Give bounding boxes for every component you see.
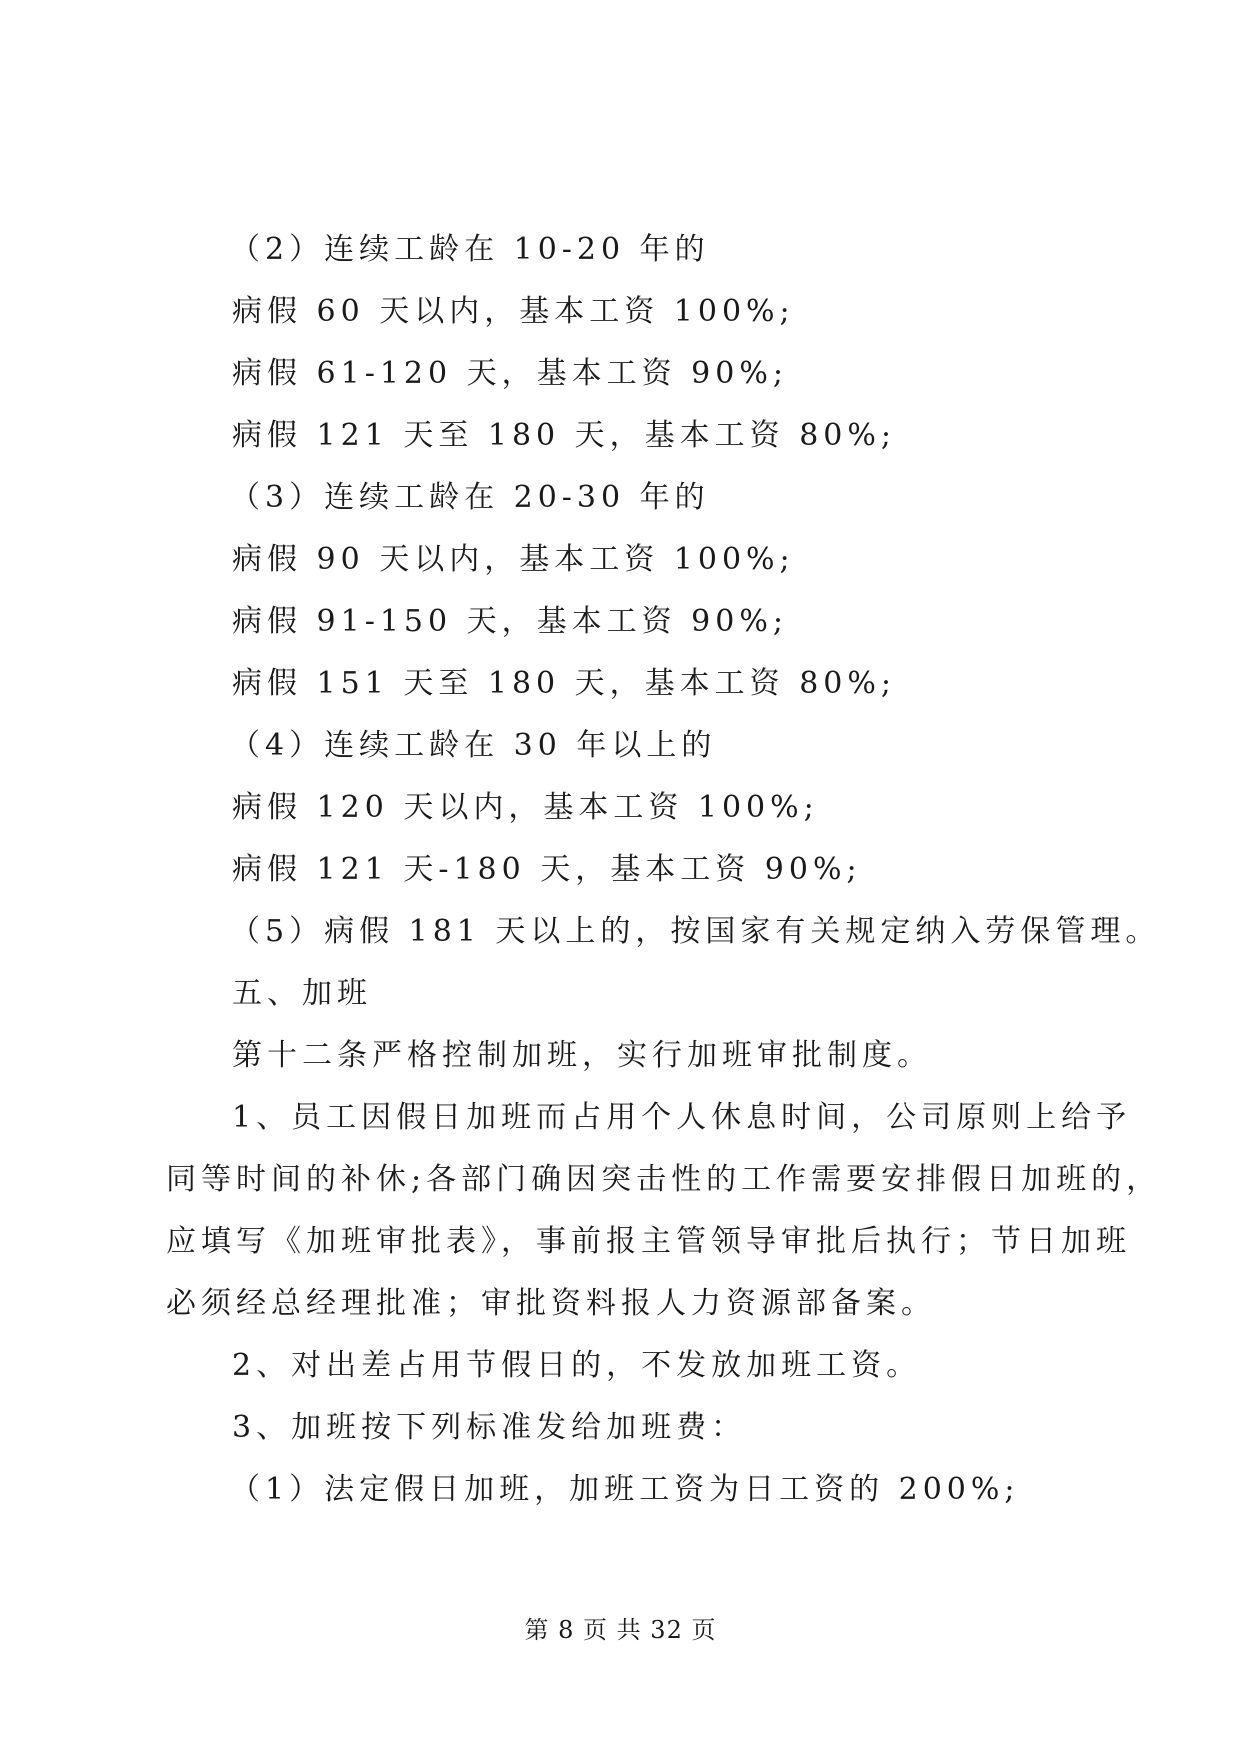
- text-line: 病假 120 天以内，基本工资 100%;: [232, 790, 819, 825]
- text-line: 病假 121 天至 180 天，基本工资 80%;: [232, 418, 896, 453]
- text-line: 第十二条严格控制加班，实行加班审批制度。: [232, 1038, 932, 1073]
- text-line: （5）病假 181 天以上的，按国家有关规定纳入劳保管理。: [230, 914, 1161, 949]
- text-line: 必须经总经理批准；审批资料报人力资源部备案。: [166, 1286, 936, 1321]
- text-line: 3、加班按下列标准发给加班费：: [232, 1410, 747, 1445]
- text-line: （4）连续工龄在 30 年以上的: [230, 728, 717, 763]
- text-line: （1）法定假日加班，加班工资为日工资的 200%;: [230, 1472, 1020, 1507]
- text-line: 病假 151 天至 180 天，基本工资 80%;: [232, 666, 896, 701]
- section-heading: 五、加班: [232, 976, 372, 1011]
- text-line: 病假 90 天以内，基本工资 100%;: [232, 542, 795, 577]
- text-line: 病假 121 天-180 天，基本工资 90%;: [232, 852, 862, 887]
- text-line: （3）连续工龄在 20-30 年的: [230, 480, 710, 515]
- text-line: 同等时间的补休;各部门确因突击性的工作需要安排假日加班的，: [166, 1162, 1162, 1197]
- page-number-footer: 第 8 页 共 32 页: [524, 1616, 717, 1644]
- text-line: 病假 91-150 天，基本工资 90%;: [232, 604, 788, 639]
- text-line: 应填写《加班审批表》，事前报主管领导审批后执行；节日加班: [166, 1224, 1131, 1259]
- text-line: （2）连续工龄在 10-20 年的: [230, 232, 710, 267]
- text-line: 病假 61-120 天，基本工资 90%;: [232, 356, 788, 391]
- text-line: 病假 60 天以内，基本工资 100%;: [232, 294, 795, 329]
- text-line: 1、员工因假日加班而占用个人休息时间，公司原则上给予: [232, 1100, 1132, 1135]
- text-line: 2、对出差占用节假日的，不发放加班工资。: [232, 1348, 922, 1383]
